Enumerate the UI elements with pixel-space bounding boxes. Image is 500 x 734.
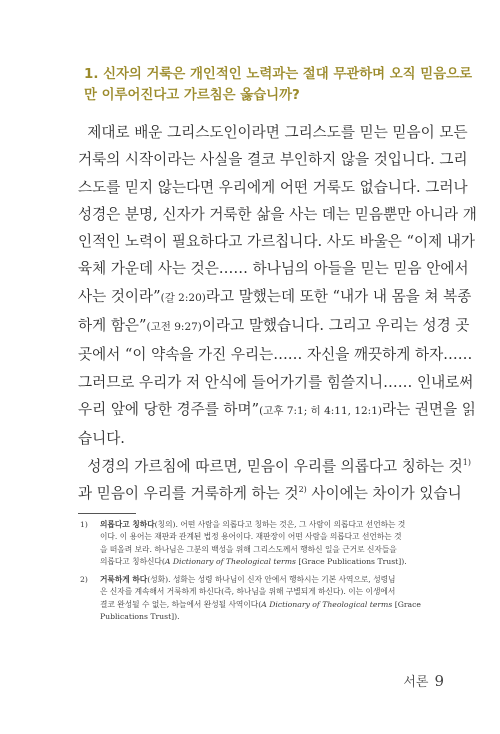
heading-line: 만 이루어진다고 가르침은 옳습니까? — [84, 88, 300, 103]
body-line: 과 믿음이 우리를 거룩하게 하는 것$^{2)}$ 사이에는 차이가 있습니 — [78, 484, 462, 502]
footnote-line: 이다. 이 용어는 재판과 관계된 법정 용어이다. 재판장이 어떤 사람을 의롭다고 선언하는 것 — [100, 532, 402, 542]
section-question-heading — [84, 64, 473, 106]
footnote-line: 의롭다고 칭하신다(A Dictionary of Theological terms [Grace Publications Trust]). — [100, 556, 407, 566]
body-line: 성경의 가르침에 따르면, 믿음이 우리를 의롭다고 칭하는 것$^{1)}$ — [87, 457, 471, 475]
body-line: 인적인 노력이 필요하다고 가르칩니다. 사도 바울은 “이제 내가 — [78, 233, 476, 251]
footnote-marker: 2) — [298, 484, 307, 494]
body-line: 스도를 믿지 않는다면 우리에게 어떤 거룩도 없습니다. 그러나 — [78, 178, 468, 196]
footnote-line: Publications Trust]). — [100, 612, 180, 622]
body-line: 습니다. — [78, 430, 125, 448]
footnote-line: 은 신자를 계속해서 거룩하게 하신다(즉, 하나님을 위해 구별되게 하신다). 이는 이생에서 — [100, 587, 396, 597]
footnote-line: 거룩하게 하다(성화). 성화는 성령 하나님이 신자 안에서 행하시는 기본 사역으로, 성령님 — [100, 575, 396, 585]
body-line: 하게 함은”(고전 9:27)이라고 말했습니다. 그리고 우리는 성경 곳 — [78, 317, 470, 335]
footnote-number: 1) — [80, 520, 88, 529]
footnote-marker: 1) — [462, 457, 471, 467]
body-line: 제대로 배운 그리스도인이라면 그리스도를 믿는 믿음이 모든 — [87, 124, 468, 141]
footnote-divider — [78, 513, 136, 514]
scripture-reference: (고후 7:1; 히 4:11, 12:1) — [259, 404, 382, 417]
footnotes — [78, 519, 463, 629]
footnote — [78, 519, 463, 568]
footnote-number: 2) — [80, 575, 88, 585]
footnote-line: 결코 완성될 수 없는, 하늘에서 완성될 사역이다(A Dictionary of Theological terms [Grace — [100, 599, 421, 609]
footnote — [78, 574, 463, 623]
page-number: 9 — [434, 672, 444, 690]
scripture-reference: (갈 2:20) — [160, 291, 206, 304]
footnote-term: 의롭다고 칭하다 — [100, 520, 155, 529]
body-line: 곳에서 “이 약속을 가진 우리는…… 자신을 깨끗하게 하자…… — [78, 346, 473, 364]
heading-line: 1. 신자의 거룩은 개인적인 노력과는 절대 무관하며 오직 믿음으로 — [84, 67, 473, 82]
footnote-line: 의롭다고 칭하다(칭의). 어떤 사람을 의롭다고 칭하는 것은, 그 사람이 의롭다고 선언하는 것 — [100, 520, 406, 529]
book-title: A Dictionary of Theological terms — [164, 556, 296, 566]
body-line: 성경은 분명, 신자가 거룩한 삶을 사는 데는 믿음뿐만 아니라 개 — [78, 205, 477, 223]
body-line: 그러므로 우리가 저 안식에 들어가기를 힘쓸지니…… 인내로써 — [78, 373, 474, 391]
footnote-line: 을 떠올려 보라. 하나님은 그분의 백성을 위해 그리스도께서 행하신 일을 근거로 신자들을 — [100, 544, 397, 554]
body-line: 사는 것이라”(갈 2:20)라고 말했는데 또한 “내가 내 몸을 쳐 복종 — [78, 287, 472, 305]
body-line: 육체 가운데 사는 것은…… 하나님의 아들을 믿는 믿음 안에서 — [78, 260, 469, 278]
body-line: 우리 앞에 당한 경주를 하며”(고후 7:1; 히 4:11, 12:1)라는 권면을 읽 — [78, 400, 476, 418]
scripture-reference: (고전 9:27) — [146, 321, 202, 334]
footnote-term: 거룩하게 하다 — [100, 575, 148, 585]
body-text — [78, 119, 477, 507]
body-line: 거룩의 시작이라는 사실을 결코 부인하지 않을 것입니다. 그리 — [78, 151, 468, 169]
book-title: A Dictionary of Theological terms — [261, 599, 393, 609]
page-folio — [403, 671, 444, 690]
section-label: 서론 — [403, 675, 429, 690]
